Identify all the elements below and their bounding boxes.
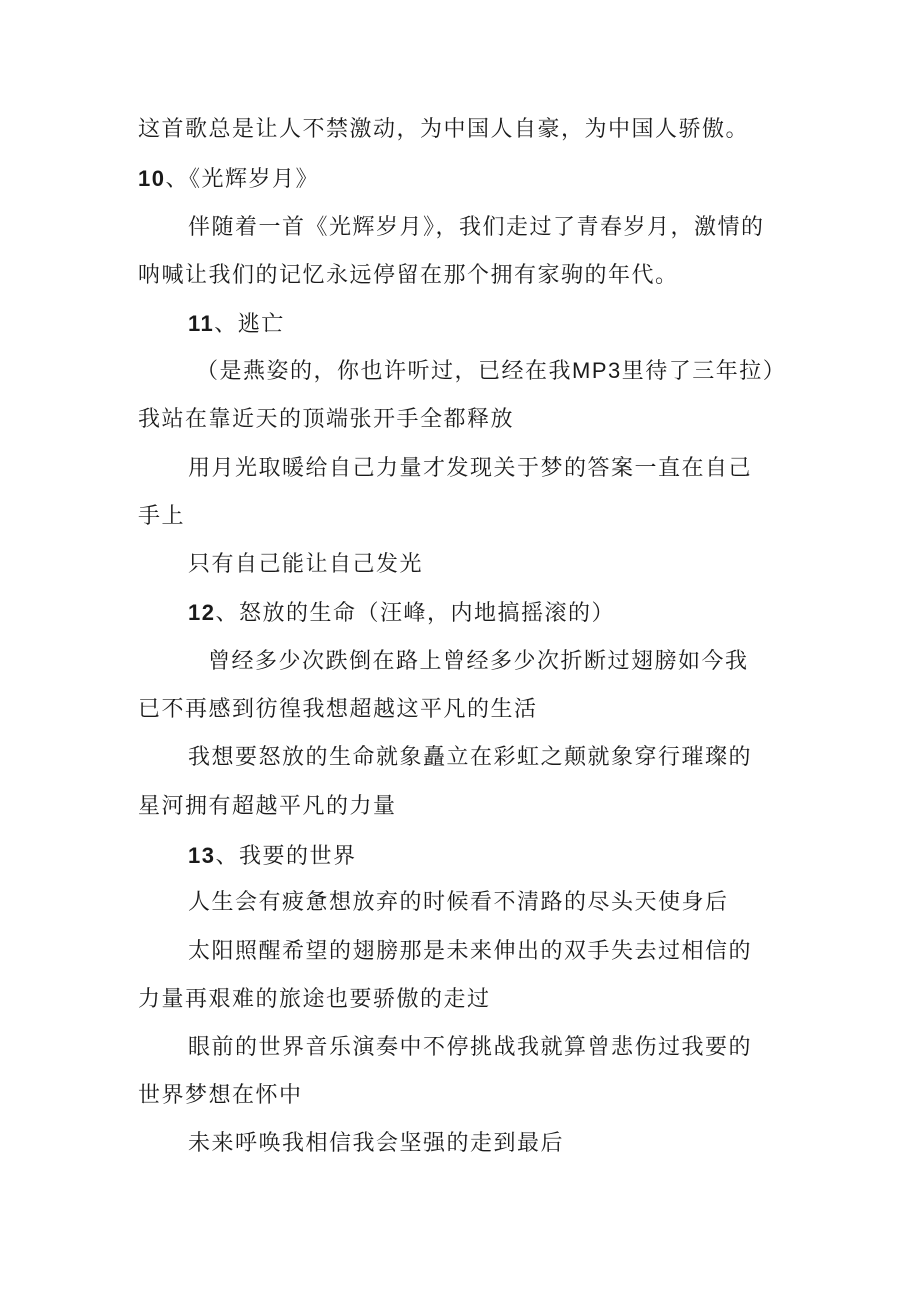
section-title: 、怒放的生命（汪峰，内地搞摇滚的） <box>215 601 615 626</box>
section-heading-12 <box>188 598 615 629</box>
text-line: 只有自己能让自己发光 <box>188 552 424 577</box>
text-line: 我站在靠近天的顶端张开手全都释放 <box>138 407 515 432</box>
text-line <box>196 356 786 387</box>
text-line: 用月光取暖给自己力量才发现关于梦的答案一直在自己 <box>188 456 753 481</box>
text-line: 呐喊让我们的记忆永远停留在那个拥有家驹的年代。 <box>138 263 679 288</box>
section-number: 12 <box>188 600 216 625</box>
section-number: 10 <box>138 166 166 191</box>
section-number: 13 <box>188 843 216 868</box>
section-title: 、逃亡 <box>214 312 285 337</box>
section-heading-10 <box>138 164 319 195</box>
text-line: 伴随着一首《光辉岁月》，我们走过了青春岁月，激情的 <box>188 215 765 240</box>
text-line: 我想要怒放的生命就象矗立在彩虹之颠就象穿行璀璨的 <box>188 745 753 770</box>
text-line: 世界梦想在怀中 <box>138 1083 303 1108</box>
section-heading-13 <box>188 841 357 872</box>
text-line: 太阳照醒希望的翅膀那是未来伸出的双手失去过相信的 <box>188 939 753 964</box>
text-line: 星河拥有超越平凡的力量 <box>138 794 397 819</box>
text-segment: 里待了三年拉） <box>621 359 787 384</box>
text-line: 人生会有疲惫想放弃的时候看不清路的尽头天使身后 <box>188 890 729 915</box>
text-segment: MP3 <box>572 358 622 383</box>
text-segment: （是燕姿的，你也许听过，已经在我 <box>196 359 573 384</box>
text-line: 手上 <box>138 504 186 529</box>
section-heading-11 <box>188 309 285 340</box>
section-number: 11 <box>188 311 215 336</box>
text-line: 这首歌总是让人不禁激动，为中国人自豪，为中国人骄傲。 <box>138 117 750 142</box>
text-line: 力量再艰难的旅途也要骄傲的走过 <box>138 987 491 1012</box>
text-line: 未来呼唤我相信我会坚强的走到最后 <box>188 1131 565 1156</box>
text-line: 眼前的世界音乐演奏中不停挑战我就算曾悲伤过我要的 <box>188 1035 753 1060</box>
section-title: 、我要的世界 <box>215 844 357 869</box>
section-title: 、《光辉岁月》 <box>165 167 319 192</box>
text-line: 已不再感到彷徨我想超越这平凡的生活 <box>138 697 538 722</box>
text-line: 曾经多少次跌倒在路上曾经多少次折断过翅膀如今我 <box>208 649 749 674</box>
